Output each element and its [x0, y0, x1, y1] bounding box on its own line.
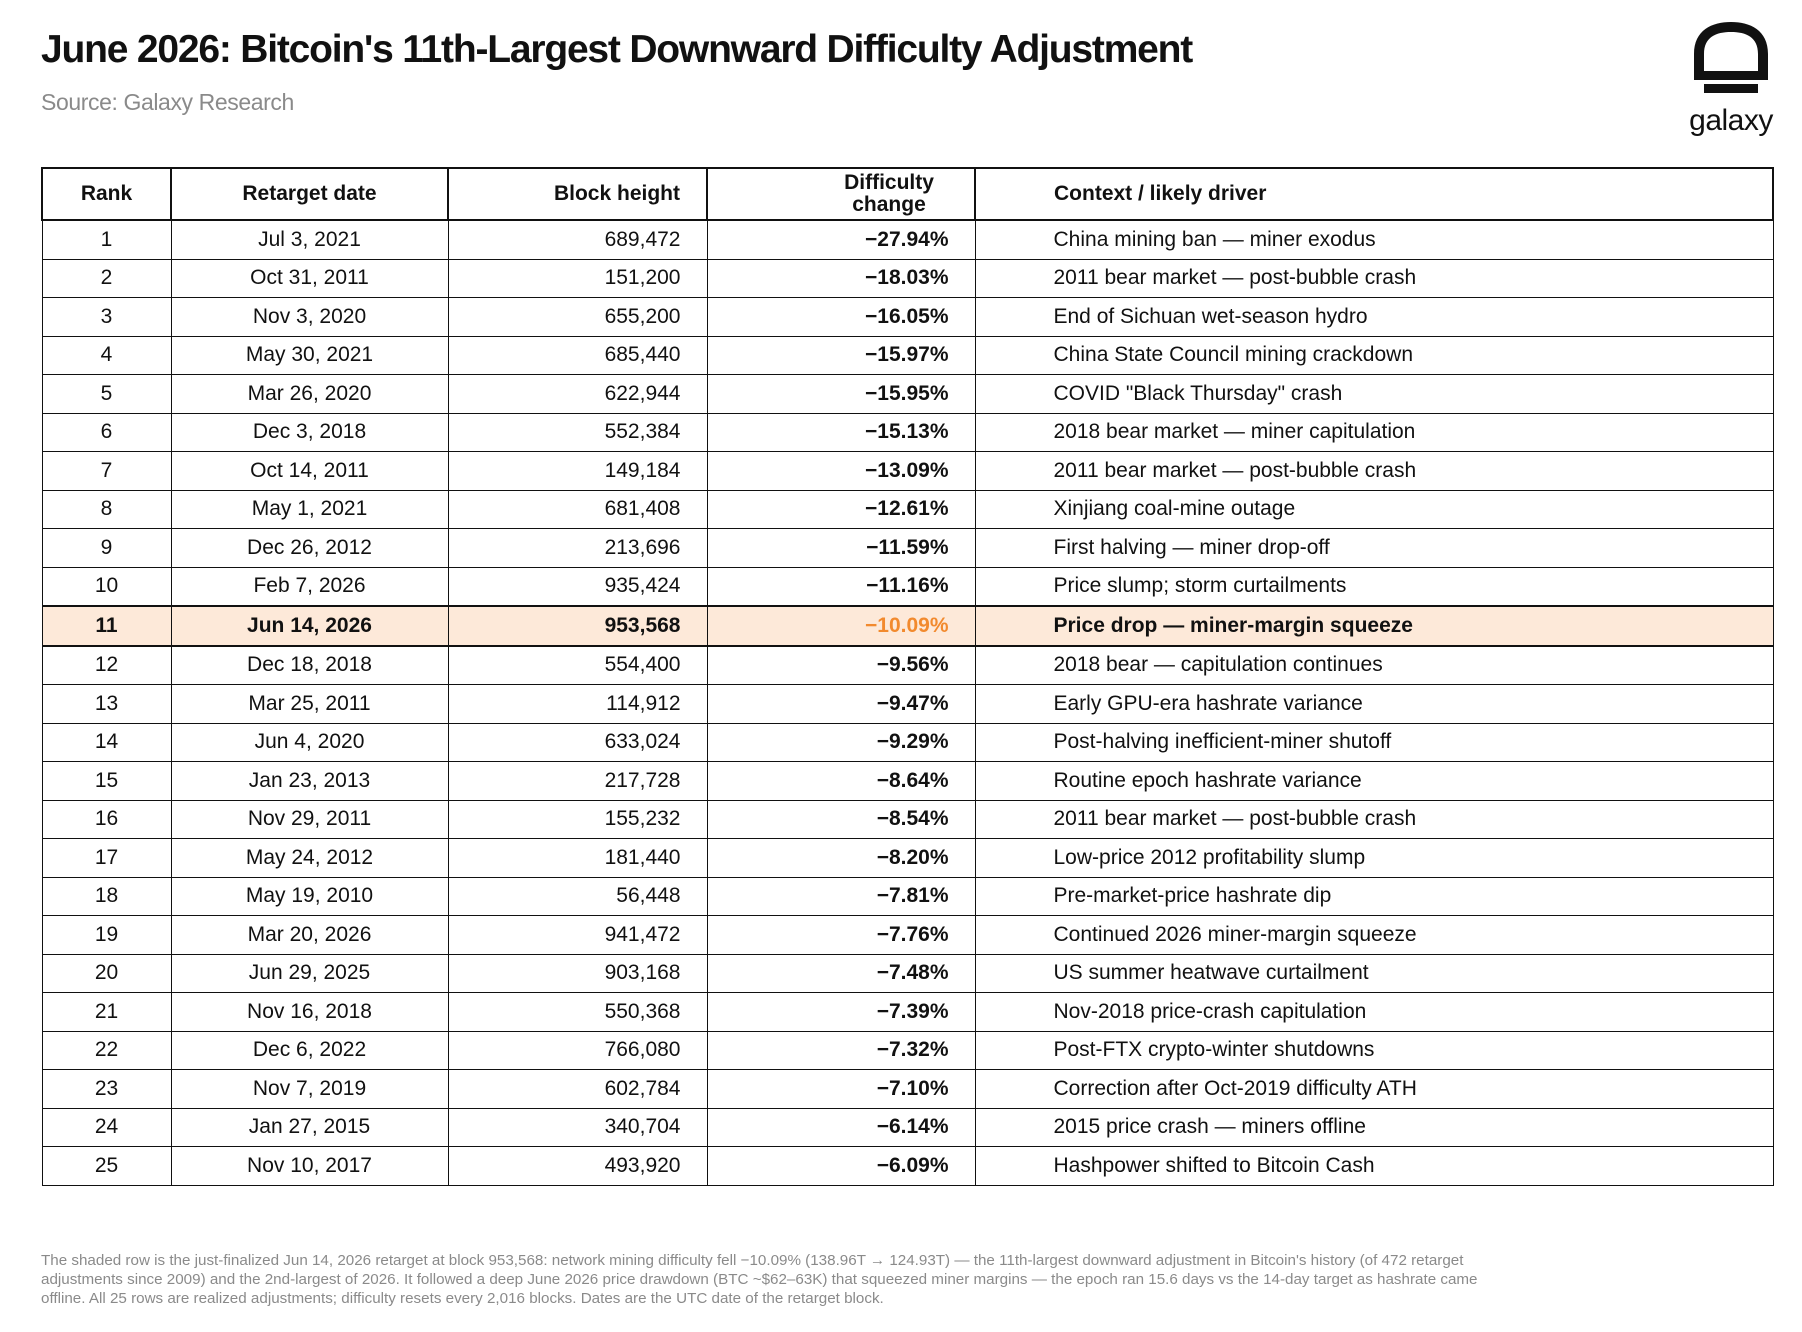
cell-retarget-date: Feb 7, 2026	[171, 567, 448, 606]
cell-difficulty-change: −8.64%	[707, 762, 975, 801]
cell-difficulty-change: −13.09%	[707, 452, 975, 491]
cell-block-height: 149,184	[448, 452, 707, 491]
page-title: June 2026: Bitcoin's 11th-Largest Downward Difficulty Adjustment	[41, 28, 1193, 71]
cell-context: 2011 bear market — post-bubble crash	[975, 259, 1773, 298]
cell-context: 2015 price crash — miners offline	[975, 1108, 1773, 1147]
cell-rank: 11	[42, 606, 171, 646]
cell-rank: 19	[42, 916, 171, 955]
cell-difficulty-change: −7.32%	[707, 1031, 975, 1070]
cell-rank: 9	[42, 529, 171, 568]
table-row	[42, 1108, 1773, 1147]
cell-rank: 20	[42, 954, 171, 993]
cell-context: 2011 bear market — post-bubble crash	[975, 452, 1773, 491]
table-row	[42, 839, 1773, 878]
cell-context: China State Council mining crackdown	[975, 336, 1773, 375]
table-row	[42, 298, 1773, 337]
cell-context: Xinjiang coal-mine outage	[975, 490, 1773, 529]
footnote: The shaded row is the just-finalized Jun 14, 2026 retarget at block 953,568: network mining difficulty fell −10.09% (138.96T → 124.93T) — the 11th-largest downward adjustment in Bitcoin's history (of 472 retarget adjustments since 2009) and the 2nd-largest of 2026. It followed a deep June 2026 price drawdown (BTC ~$62–63K) that squeezed miner margins — the epoch ran 15.6 days vs the 14-day target as hashrate came offline. All 25 rows are realized adjustments; difficulty resets every 2,016 blocks. Dates are the UTC date of the retarget block.	[41, 1252, 1478, 1307]
cell-block-height: 766,080	[448, 1031, 707, 1070]
cell-block-height: 602,784	[448, 1070, 707, 1109]
cell-rank: 22	[42, 1031, 171, 1070]
cell-block-height: 340,704	[448, 1108, 707, 1147]
cell-context: Correction after Oct-2019 difficulty ATH	[975, 1070, 1773, 1109]
cell-retarget-date: Jun 14, 2026	[171, 606, 448, 646]
cell-block-height: 689,472	[448, 220, 707, 259]
cell-rank: 4	[42, 336, 171, 375]
cell-context: China mining ban — miner exodus	[975, 220, 1773, 259]
cell-retarget-date: Dec 26, 2012	[171, 529, 448, 568]
cell-difficulty-change: −6.14%	[707, 1108, 975, 1147]
cell-block-height: 493,920	[448, 1147, 707, 1186]
cell-context: Pre-market-price hashrate dip	[975, 877, 1773, 916]
table-row	[42, 993, 1773, 1032]
cell-context: Continued 2026 miner-margin squeeze	[975, 916, 1773, 955]
cell-context: First halving — miner drop-off	[975, 529, 1773, 568]
galaxy-logo-icon	[1690, 18, 1772, 100]
cell-rank: 12	[42, 646, 171, 685]
cell-difficulty-change: −15.13%	[707, 413, 975, 452]
cell-difficulty-change: −8.54%	[707, 800, 975, 839]
table-row	[42, 413, 1773, 452]
table-row	[42, 916, 1773, 955]
cell-difficulty-change: −6.09%	[707, 1147, 975, 1186]
cell-rank: 15	[42, 762, 171, 801]
cell-context: End of Sichuan wet-season hydro	[975, 298, 1773, 337]
table-row	[42, 762, 1773, 801]
cell-block-height: 622,944	[448, 375, 707, 414]
cell-retarget-date: Jun 4, 2020	[171, 723, 448, 762]
cell-block-height: 552,384	[448, 413, 707, 452]
cell-block-height: 903,168	[448, 954, 707, 993]
table-row	[42, 954, 1773, 993]
cell-difficulty-change: −27.94%	[707, 220, 975, 259]
cell-difficulty-change: −9.56%	[707, 646, 975, 685]
cell-rank: 21	[42, 993, 171, 1032]
cell-block-height: 655,200	[448, 298, 707, 337]
cell-context: Price drop — miner-margin squeeze	[975, 606, 1773, 646]
table-row	[42, 567, 1773, 606]
table-row	[42, 1070, 1773, 1109]
cell-context: 2018 bear — capitulation continues	[975, 646, 1773, 685]
cell-difficulty-change: −18.03%	[707, 259, 975, 298]
cell-retarget-date: Nov 10, 2017	[171, 1147, 448, 1186]
cell-retarget-date: Dec 6, 2022	[171, 1031, 448, 1070]
cell-rank: 6	[42, 413, 171, 452]
cell-retarget-date: Nov 7, 2019	[171, 1070, 448, 1109]
cell-context: Price slump; storm curtailments	[975, 567, 1773, 606]
table-row	[42, 452, 1773, 491]
cell-context: US summer heatwave curtailment	[975, 954, 1773, 993]
table-row	[42, 800, 1773, 839]
cell-rank: 17	[42, 839, 171, 878]
cell-context: 2011 bear market — post-bubble crash	[975, 800, 1773, 839]
cell-rank: 23	[42, 1070, 171, 1109]
cell-context: 2018 bear market — miner capitulation	[975, 413, 1773, 452]
column-header-block-height: Block height	[448, 168, 707, 220]
cell-block-height: 155,232	[448, 800, 707, 839]
cell-context: COVID "Black Thursday" crash	[975, 375, 1773, 414]
cell-context: Low-price 2012 profitability slump	[975, 839, 1773, 878]
cell-rank: 2	[42, 259, 171, 298]
cell-difficulty-change: −11.59%	[707, 529, 975, 568]
cell-retarget-date: Jan 27, 2015	[171, 1108, 448, 1147]
cell-difficulty-change: −12.61%	[707, 490, 975, 529]
cell-block-height: 935,424	[448, 567, 707, 606]
cell-difficulty-change: −9.47%	[707, 685, 975, 724]
cell-difficulty-change: −7.10%	[707, 1070, 975, 1109]
table-row	[42, 336, 1773, 375]
column-header-difficulty-change	[707, 168, 975, 220]
table-row	[42, 685, 1773, 724]
cell-rank: 3	[42, 298, 171, 337]
cell-block-height: 213,696	[448, 529, 707, 568]
cell-difficulty-change: −9.29%	[707, 723, 975, 762]
cell-context: Routine epoch hashrate variance	[975, 762, 1773, 801]
cell-retarget-date: Jun 29, 2025	[171, 954, 448, 993]
table-row	[42, 723, 1773, 762]
cell-block-height: 681,408	[448, 490, 707, 529]
cell-context: Post-FTX crypto-winter shutdowns	[975, 1031, 1773, 1070]
cell-retarget-date: Mar 20, 2026	[171, 916, 448, 955]
cell-difficulty-change: −7.76%	[707, 916, 975, 955]
table-header-row	[42, 168, 1773, 220]
cell-rank: 7	[42, 452, 171, 491]
cell-retarget-date: Jan 23, 2013	[171, 762, 448, 801]
cell-retarget-date: May 30, 2021	[171, 336, 448, 375]
cell-retarget-date: Nov 29, 2011	[171, 800, 448, 839]
cell-retarget-date: Nov 16, 2018	[171, 993, 448, 1032]
table-row	[42, 1031, 1773, 1070]
cell-block-height: 151,200	[448, 259, 707, 298]
cell-difficulty-change: −7.39%	[707, 993, 975, 1032]
cell-context: Nov-2018 price-crash capitulation	[975, 993, 1773, 1032]
cell-retarget-date: Oct 31, 2011	[171, 259, 448, 298]
column-header-difficulty-change-label: Difficulty change	[844, 170, 934, 216]
source-note: Source: Galaxy Research	[41, 89, 294, 115]
cell-context: Early GPU-era hashrate variance	[975, 685, 1773, 724]
table-body	[42, 220, 1773, 1185]
table-row	[42, 529, 1773, 568]
cell-block-height: 217,728	[448, 762, 707, 801]
cell-rank: 14	[42, 723, 171, 762]
table-row	[42, 877, 1773, 916]
cell-difficulty-change: −7.48%	[707, 954, 975, 993]
cell-block-height: 554,400	[448, 646, 707, 685]
cell-rank: 13	[42, 685, 171, 724]
cell-retarget-date: Jul 3, 2021	[171, 220, 448, 259]
cell-difficulty-change: −15.95%	[707, 375, 975, 414]
cell-block-height: 56,448	[448, 877, 707, 916]
cell-block-height: 941,472	[448, 916, 707, 955]
column-header-rank: Rank	[42, 168, 171, 220]
table-row	[42, 490, 1773, 529]
galaxy-wordmark: galaxy	[1689, 104, 1773, 137]
cell-block-height: 550,368	[448, 993, 707, 1032]
cell-difficulty-change: −10.09%	[707, 606, 975, 646]
cell-retarget-date: Nov 3, 2020	[171, 298, 448, 337]
cell-rank: 5	[42, 375, 171, 414]
cell-retarget-date: Mar 25, 2011	[171, 685, 448, 724]
cell-block-height: 953,568	[448, 606, 707, 646]
cell-rank: 1	[42, 220, 171, 259]
column-header-retarget-date: Retarget date	[171, 168, 448, 220]
cell-difficulty-change: −7.81%	[707, 877, 975, 916]
cell-rank: 25	[42, 1147, 171, 1186]
cell-context: Post-halving inefficient-miner shutoff	[975, 723, 1773, 762]
cell-difficulty-change: −15.97%	[707, 336, 975, 375]
cell-rank: 16	[42, 800, 171, 839]
cell-difficulty-change: −11.16%	[707, 567, 975, 606]
cell-block-height: 181,440	[448, 839, 707, 878]
cell-difficulty-change: −8.20%	[707, 839, 975, 878]
table-row	[42, 606, 1773, 646]
cell-block-height: 685,440	[448, 336, 707, 375]
cell-rank: 24	[42, 1108, 171, 1147]
table-row	[42, 646, 1773, 685]
cell-difficulty-change: −16.05%	[707, 298, 975, 337]
cell-retarget-date: Mar 26, 2020	[171, 375, 448, 414]
galaxy-logo	[1686, 18, 1776, 138]
table-row	[42, 220, 1773, 259]
cell-block-height: 633,024	[448, 723, 707, 762]
cell-retarget-date: Dec 18, 2018	[171, 646, 448, 685]
table-row	[42, 1147, 1773, 1186]
cell-rank: 18	[42, 877, 171, 916]
table-row	[42, 375, 1773, 414]
cell-retarget-date: Oct 14, 2011	[171, 452, 448, 491]
cell-retarget-date: May 19, 2010	[171, 877, 448, 916]
cell-rank: 10	[42, 567, 171, 606]
cell-retarget-date: May 1, 2021	[171, 490, 448, 529]
cell-context: Hashpower shifted to Bitcoin Cash	[975, 1147, 1773, 1186]
difficulty-adjustment-table	[41, 167, 1774, 1186]
column-header-context: Context / likely driver	[975, 168, 1773, 220]
cell-retarget-date: May 24, 2012	[171, 839, 448, 878]
cell-retarget-date: Dec 3, 2018	[171, 413, 448, 452]
cell-block-height: 114,912	[448, 685, 707, 724]
cell-rank: 8	[42, 490, 171, 529]
table-row	[42, 259, 1773, 298]
